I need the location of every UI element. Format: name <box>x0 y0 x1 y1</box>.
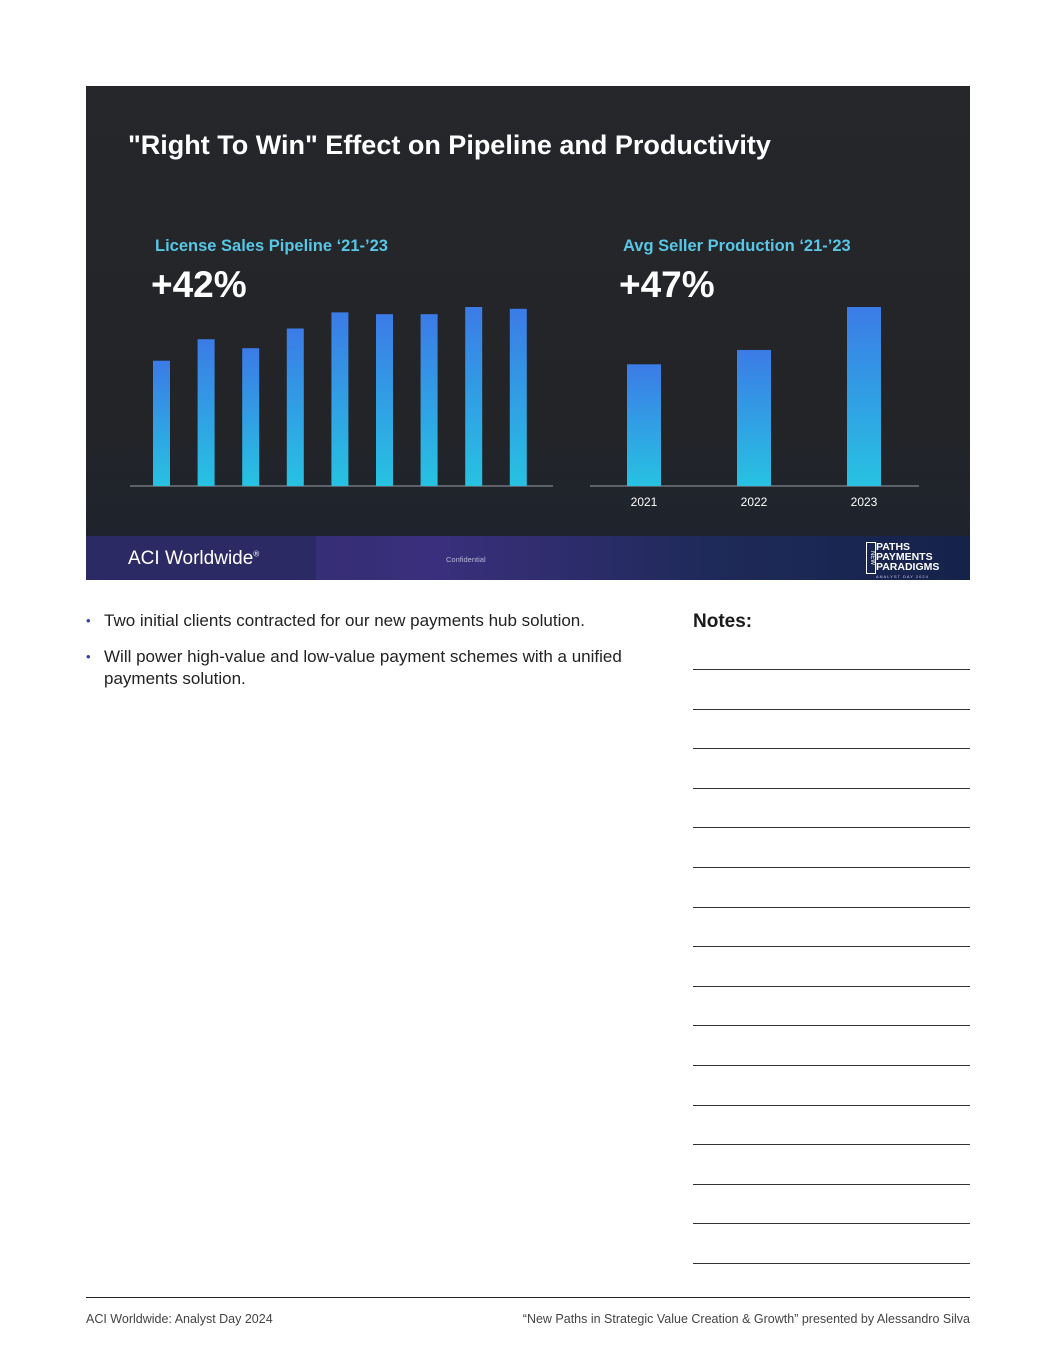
footer-rule <box>86 1297 970 1298</box>
bullet-item: • Will power high-value and low-value payment schemes with a unified payments solution. <box>86 647 622 688</box>
note-line <box>693 907 970 908</box>
confidential-label: Confidential <box>446 555 486 564</box>
note-line <box>693 748 970 749</box>
pipeline-chart-headline: +42% <box>151 264 247 305</box>
production-tick-label: 2023 <box>850 495 878 509</box>
note-line <box>693 1105 970 1106</box>
production-bar <box>627 364 661 486</box>
event-logo: PATHS PAYMENTS PARADIGMS ANALYST DAY 2024 <box>876 541 940 579</box>
pipeline-chart-title: License Sales Pipeline ‘21-’23 <box>155 237 388 255</box>
production-tick-label: 2021 <box>630 495 658 509</box>
bullet-list <box>86 610 656 704</box>
pipeline-bar <box>510 309 527 486</box>
note-line <box>693 946 970 947</box>
production-bar <box>847 307 881 486</box>
notes-heading: Notes: <box>693 611 753 632</box>
pipeline-bar <box>331 312 348 486</box>
slide-title: "Right To Win" Effect on Pipeline and Productivity <box>128 130 771 160</box>
pipeline-bar <box>465 307 482 486</box>
pipeline-bar <box>287 328 304 486</box>
pipeline-bar <box>198 339 215 486</box>
pipeline-bar <box>421 314 438 486</box>
charts-area <box>86 86 970 536</box>
production-bars <box>627 307 881 509</box>
note-line <box>693 986 970 987</box>
note-line <box>693 1065 970 1066</box>
pipeline-bar <box>242 348 259 486</box>
pipeline-bar <box>153 361 170 486</box>
note-line <box>693 1184 970 1185</box>
bullet-icon: • <box>86 613 91 628</box>
bullet-item: • Two initial clients contracted for our new payments hub solution. <box>86 611 585 630</box>
note-line <box>693 827 970 828</box>
production-chart-title: Avg Seller Production ‘21-’23 <box>623 237 851 255</box>
note-line <box>693 788 970 789</box>
production-bar <box>737 350 771 486</box>
note-line <box>693 709 970 710</box>
bullet-icon: • <box>86 649 91 664</box>
note-line <box>693 1223 970 1224</box>
event-logo-new: NEW <box>866 542 876 574</box>
note-line <box>693 669 970 670</box>
footer-left-text: ACI Worldwide: Analyst Day 2024 <box>86 1312 273 1326</box>
production-chart-headline: +47% <box>619 264 715 305</box>
slide-footer-band <box>86 536 970 580</box>
pipeline-bars <box>153 307 527 486</box>
footer-right-text: “New Paths in Strategic Value Creation & Growth” presented by Alessandro Silva <box>522 1312 970 1326</box>
slide-image <box>86 86 970 580</box>
note-line <box>693 867 970 868</box>
note-line <box>693 1025 970 1026</box>
note-line <box>693 1263 970 1264</box>
pipeline-bar <box>376 314 393 486</box>
note-line <box>693 1144 970 1145</box>
aci-worldwide-logo: ACI Worldwide® <box>128 548 260 569</box>
production-tick-label: 2022 <box>740 495 768 509</box>
